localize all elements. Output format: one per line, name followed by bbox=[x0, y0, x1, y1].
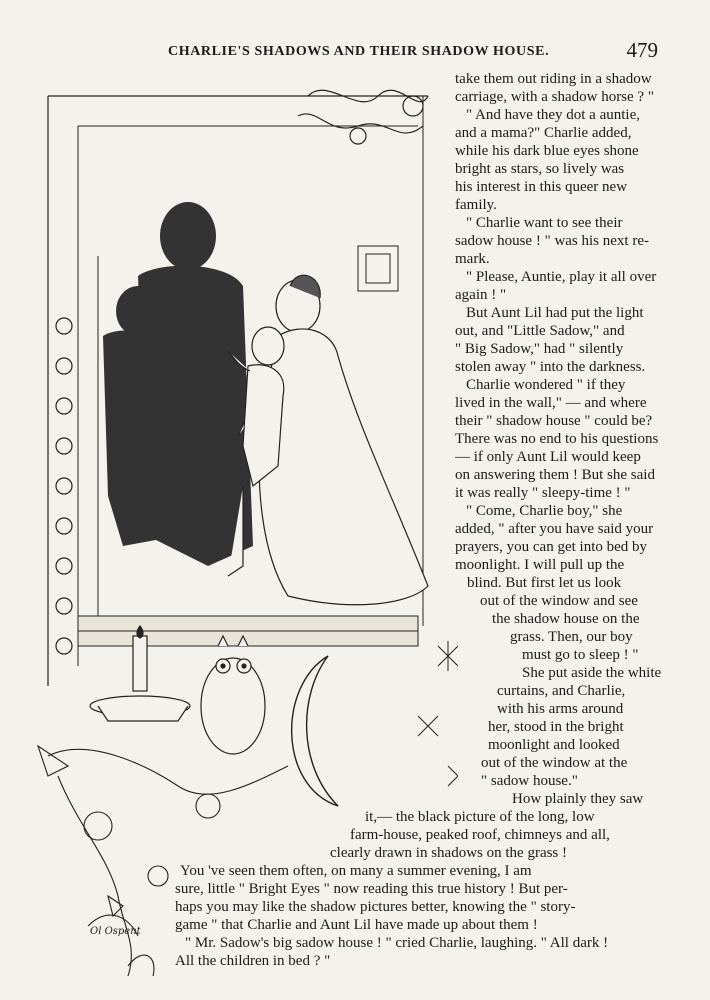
wall-shadows bbox=[103, 202, 253, 566]
page-header bbox=[0, 38, 710, 66]
crescent-moon bbox=[292, 656, 338, 806]
text-line: and a mama?" Charlie added, bbox=[455, 125, 632, 141]
text-line: " And have they dot a auntie, bbox=[466, 107, 640, 123]
text-line: his interest in this queer new bbox=[455, 179, 628, 195]
text-line: " Charlie want to see their bbox=[466, 215, 623, 231]
page-number: 479 bbox=[626, 38, 658, 62]
text-line: added, " after you have said your bbox=[455, 521, 654, 537]
owl bbox=[201, 636, 265, 754]
text-line: " Mr. Sadow's big sadow house ! " cried Charlie, laughing. " All dark ! bbox=[185, 935, 609, 951]
window-sill bbox=[78, 616, 418, 646]
text-line: with his arms around bbox=[497, 701, 624, 717]
text-line: moonlight and looked bbox=[488, 737, 620, 753]
text-line: There was no end to his questions bbox=[455, 431, 659, 447]
text-line: must go to sleep ! " bbox=[522, 647, 639, 663]
text-line: while his dark blue eyes shone bbox=[455, 143, 639, 159]
text-line: again ! " bbox=[455, 287, 507, 303]
text-line: their " shadow house " could be? bbox=[455, 413, 653, 429]
text-line: her, stood in the bright bbox=[488, 719, 624, 735]
text-line: grass. Then, our boy bbox=[510, 629, 633, 645]
text-line: She put aside the white bbox=[522, 665, 662, 681]
text-line: Charlie wondered " if they bbox=[466, 377, 626, 393]
text-line: All the children in bed ? " bbox=[175, 953, 331, 969]
left-border-pattern bbox=[56, 318, 72, 654]
text-line: sure, little " Bright Eyes " now reading this true history ! But per- bbox=[175, 881, 568, 897]
text-line: haps you may like the shadow pictures better, knowing the " story- bbox=[175, 899, 576, 915]
text-line: the shadow house on the bbox=[492, 611, 640, 627]
text-line: moonlight. I will pull up the bbox=[455, 557, 625, 573]
text-line: game " that Charlie and Aunt Lil have made up about them ! bbox=[175, 917, 538, 933]
text-line: farm-house, peaked roof, chimneys and all, bbox=[350, 827, 610, 843]
text-line: out, and "Little Sadow," and bbox=[455, 323, 625, 339]
text-line: " Come, Charlie boy," she bbox=[466, 503, 623, 519]
text-line: family. bbox=[455, 197, 497, 213]
text-line: — if only Aunt Lil would keep bbox=[455, 449, 641, 465]
text-line: out of the window and see bbox=[480, 593, 638, 609]
text-line: " sadow house." bbox=[481, 773, 578, 789]
text-line: it,— the black picture of the long, low bbox=[365, 809, 595, 825]
text-line: blind. But first let us look bbox=[467, 575, 622, 591]
text-line: clearly drawn in shadows on the grass ! bbox=[330, 845, 568, 861]
text-line: lived in the wall," — and where bbox=[455, 395, 647, 411]
text-line: on answering them ! But she said bbox=[455, 467, 655, 483]
text-line: But Aunt Lil had put the light bbox=[466, 305, 644, 321]
text-line: take them out riding in a shadow bbox=[455, 71, 652, 87]
text-line: " Please, Auntie, play it all over bbox=[466, 269, 657, 285]
running-title: CHARLIE'S SHADOWS AND THEIR SHADOW HOUSE. bbox=[168, 44, 550, 59]
text-line: mark. bbox=[455, 251, 490, 267]
text-line: How plainly they saw bbox=[512, 791, 644, 807]
artist-signature: Ol Ospent bbox=[90, 926, 141, 937]
text-line: out of the window at the bbox=[481, 755, 628, 771]
text-line: You 've seen them often, on many a summer evening, I am bbox=[180, 863, 532, 879]
text-line: stolen away " into the darkness. bbox=[455, 359, 646, 375]
text-line: " Big Sadow," had " silently bbox=[455, 341, 624, 357]
sparkles bbox=[418, 641, 458, 786]
text-line: curtains, and Charlie, bbox=[497, 683, 626, 699]
text-line: bright as stars, so lively was bbox=[455, 161, 625, 177]
text-line: prayers, you can get into bed by bbox=[455, 539, 648, 555]
text-line: sadow house ! " was his next re- bbox=[455, 233, 649, 249]
text-line: it was really " sleepy-time ! " bbox=[455, 485, 631, 501]
text-line: carriage, with a shadow horse ? " bbox=[455, 89, 654, 105]
